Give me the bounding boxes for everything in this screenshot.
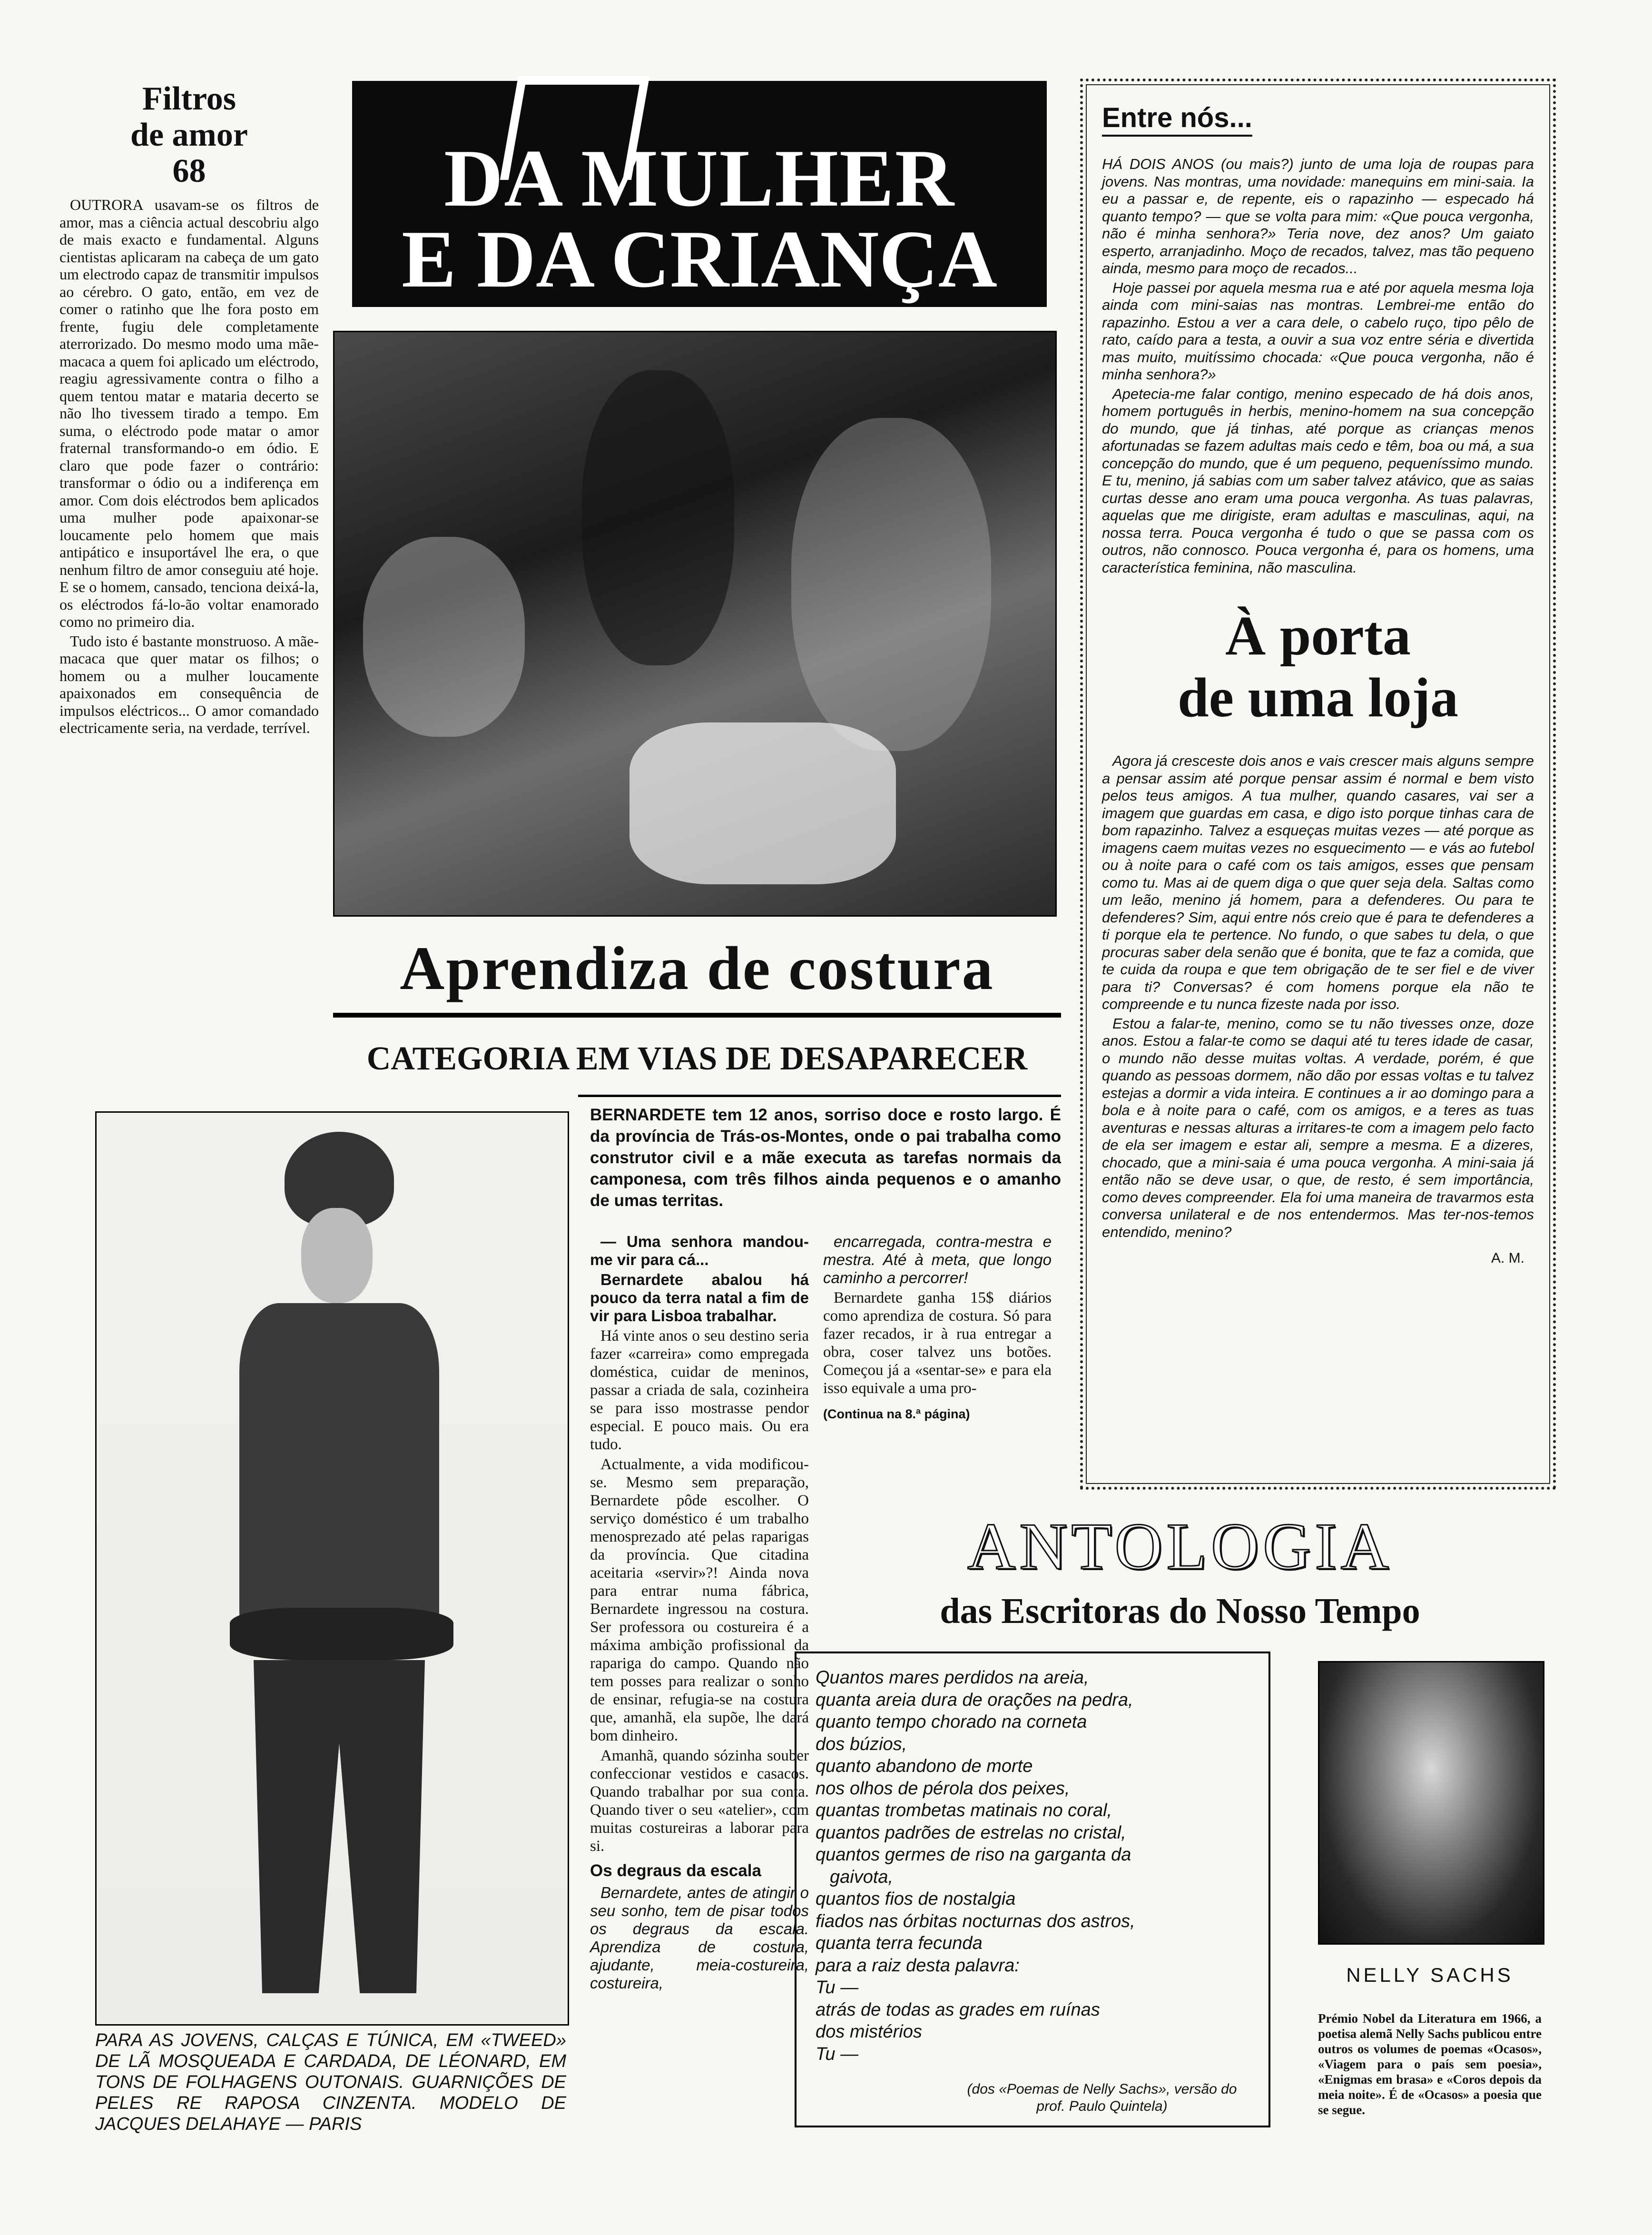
entre-nos-box [1080, 79, 1556, 1490]
paragraph: Apetecia-me falar contigo, menino especado de há dois anos, homem português in herbis, menino-homem na sua concepção do mundo, que já tinhas, até porque as crianças menos afortunadas se fazem adultas mais cedo e têm, boa ou má, a sua concepção do mundo, que é um pequeno, pequeníssimo mundo. E tu, menino, já sabias com um saber talvez atávico, que as saias curtas desse ano eram uma pouca vergonha. As tuas palavras, aquelas que me dirigiste, eram adultas e masculinas, aqui, na nossa terra. Pouca vergonha é tudo o que se passa com os outros, não connosco. Pouca vergonha é, para os homens, uma característica feminina, não masculina. [1102, 385, 1534, 576]
poem-line: dos búzios, [816, 1734, 907, 1754]
poem-line: nos olhos de pérola dos peixes, [816, 1778, 1070, 1799]
article-title [59, 81, 319, 189]
poem-line: dos mistérios [816, 2022, 922, 2042]
title-line: de amor [130, 117, 248, 153]
paragraph: Tudo isto é bastante monstruoso. A mãe-macaca que quer matar os filhos; o homem ou a mulher loucamente apaixonados em consequência de impulsos eléctricos... O amor comandado electricamente seria, na verdade, terrível. [59, 632, 319, 736]
poem [816, 1667, 1249, 2065]
poem-line: para a raiz desta palavra: [816, 1955, 1020, 1976]
entre-nos-headline [1102, 605, 1534, 729]
photo-fashion-model [95, 1111, 569, 2026]
headline-line: À porta [1225, 604, 1411, 667]
costura-column-2 [823, 1233, 1052, 1423]
paragraph: Agora já cresceste dois anos e vais crescer mais alguns sempre a pensar assim até porque pensar assim é normal e bem visto pelos teus amigos. A tua mulher, quando casares, vai ser a imagem que guardas em casa, e digo isto porque tinhas cara de bom rapazinho. Talvez a esqueças muitas vezes — até porque as imagens caem muitas vezes no esquecimento — e vás ao futebol ou à noite para o café com os tais amigos, esses que pensam como tu. Mas ai de quem diga o que quer seja dela. Saltas como um leão, menino já homem, para a defenderes. Ou para te defenderes? Sim, aqui entre nós creio que é para te defenderes a ti porque ela te pertence. No fundo, o que sabes tu dela, o que procuras saber dela senão que é bonita, que te faz a comida, que te cuida da roupa e que tem obrigação de te ser fiel e de viver para ti? Conversas? é com homens porque ela não te compreende e tu nunca fizeste nada por isso. [1102, 752, 1534, 1012]
photo-apprentices [333, 331, 1057, 917]
author-bio: Prémio Nobel da Literatura em 1966, a poetisa alemã Nelly Sachs publicou entre outros os volumes de poemas «Ocasos», «Viagem para o país sem poesia», «Enigmas em brasa» e «Coros depois da meia noite». É de «Ocasos» a poesia que se segue. [1318, 2011, 1542, 2117]
masthead-line1: DA MULHER [444, 133, 955, 224]
poem-line: quantos fios de nostalgia [816, 1889, 1016, 1909]
poem-line: atrás de todas as grades em ruínas [816, 1999, 1100, 2020]
paragraph: Bernardete abalou há pouco da terra natal a fim de vir para Lisboa trabalhar. [590, 1271, 809, 1325]
paragraph: Hoje passei por aquela mesma rua e até por aquela mesma loja ainda com mini-saias nas montras. Lembrei-me então do rapazinho. Estou a ver a cara dele, o cabelo ruço, tipo pêlo de rato, caído para a testa, a ouvir a sua voz entre séria e divertida mas muito, muitíssimo chocada: «Que pouca vergonha, não é minha senhora?» [1102, 279, 1534, 383]
costura-lead: BERNARDETE tem 12 anos, sorriso doce e rosto largo. É da província de Trás-os-Montes, onde o pai trabalha como construtor civil e a mãe executa as tarefas normais da camponesa, com três filhos ainda pequenos e o amanho de umas territas. [590, 1106, 1061, 1210]
author-name: NELLY SACHS [1346, 1964, 1514, 1986]
paragraph: Amanhã, quando sózinha souber confeccionar vestidos e casacos. Quando trabalhar por sua conta. Quando tiver o seu «atelier», com muitas costureiras a laborar para si. [590, 1747, 809, 1855]
costura-headline: Aprendiza de costura [400, 934, 994, 1003]
fashion-caption: PARA AS JOVENS, CALÇAS E TÚNICA, EM «TWEED» DE LÃ MOSQUEADA E CARDADA, DE LÉONARD, EM TONS DE FOLHAGENS OUTONAIS. GUARNIÇÕES DE PELES RE RAPOSA CINZENTA. MODELO DE JACQUES DELAHAYE — PARIS [95, 2030, 566, 2134]
poem-line: fiados nas órbitas nocturnas dos astros, [816, 1911, 1135, 1931]
model-face [301, 1208, 373, 1303]
poem-line: quantos padrões de estrelas no cristal, [816, 1822, 1126, 1843]
entre-nos-title: Entre nós... [1102, 101, 1252, 137]
subhead-rule [578, 1095, 1061, 1097]
signature: A. M. [1491, 1250, 1524, 1266]
headline-line: de uma loja [1178, 666, 1458, 729]
antologia-subtitle: das Escritoras do Nosso Tempo [940, 1591, 1420, 1631]
photo-nelly-sachs [1318, 1661, 1544, 1945]
poem-line: Quantos mares perdidos na areia, [816, 1668, 1089, 1688]
poem-line: gaivota, [830, 1867, 894, 1887]
degraus-subtitle: Os degraus da escala [590, 1861, 761, 1880]
poem-line: quanta areia dura de orações na pedra, [816, 1690, 1133, 1710]
paragraph: OUTRORA usavam-se os filtros de amor, mas a ciência actual descobriu algo de mais exacto e fundamental. Alguns cientistas aplicaram na cabeça de um gato um electrodo capaz de transmitir impulsos ao cérebro. O gato, então, em vez de comer o ratinho que lhe fora posto em frente, fugiu dele completamente aterrorizado. Do mesmo modo uma mãe-macaca a quem foi aplicado um eléctrodo, reagiu agressivamente contra o filho a quem tentou matar e mataria decerto se não lho tivessem tirado a tempo. Em suma, o eléctrodo pode matar o amor fraternal transformando-o em ódio. E claro que pode fazer o contrário: transformar o ódio ou a indiferença em amor. Com dois eléctrodos bem aplicados uma mulher pode apaixonar-se loucamente pelo homem que mais antipático e insuportável lhe era, o que nenhum filtro de amor conseguiu até hoje. E se o homem, cansado, tenciona deixá-la, os eléctrodos fá-lo-ão voltar enamorado como no primeiro dia. [59, 196, 319, 630]
entre-nos-body [1102, 156, 1534, 576]
article-body [59, 196, 319, 737]
poem-line: Tu — [816, 1978, 859, 1998]
poem-line: quantos germes de riso na garganta da [816, 1845, 1131, 1865]
costura-subhead: CATEGORIA EM VIAS DE DESAPARECER [366, 1040, 1028, 1077]
poem-line: Tu — [816, 2044, 859, 2064]
poem-line: quanto abandono de morte [816, 1756, 1033, 1776]
photo-figure [363, 537, 525, 737]
paragraph: Bernardete, antes de atingir o seu sonho, tem de pisar todos os degraus da escala. Aprendiza de costura, ajudante, meia-costureira, costureira, [590, 1884, 809, 1992]
costura-column-1 [590, 1233, 809, 1994]
poem-line: quanto tempo chorado na corneta [816, 1712, 1087, 1732]
headline-rule [333, 1013, 1061, 1018]
section-masthead [352, 81, 1047, 307]
antologia-title: ANTOLOGIA [967, 1510, 1393, 1583]
paragraph: Há vinte anos o seu destino seria fazer «carreira» como empregada doméstica, cuidar de meninos, passar a criada de sala, cozinheira se para isso mostrasse pendor especial. E pouco mais. Ou era tudo. [590, 1327, 809, 1453]
poem-line: quantas trombetas matinais no coral, [816, 1800, 1112, 1820]
paragraph: Estou a falar-te, menino, como se tu não tivesses onze, doze anos. Estou a falar-te como se daqui até tu teres idade de casar, o mundo não desse muitas voltas. A verdade, porém, é que quando as pessoas dormem, não dão por essas voltas e tu talvez estejas a dormir a vida inteira. E continues a ir ao domingo para a bola e à noite para o café, com os amigos, e a teres as tuas aventuras e nessas alturas a irritares-te com a imagem pelo facto de ela ser imagem e estar ali, sempre a mesma. E a dizeres, chocado, que a mini-saia é uma pouca vergonha. A mini-saia já então não se deve usar, o que, de resto, é sem importância, como deves compreender. Ela foi uma maneira de travarmos esta conversa unilateral e de nos entendermos. Mas ter-nos-temos entendido, menino? [1102, 1015, 1534, 1240]
model-tunic [239, 1303, 439, 1646]
photo-figure [582, 370, 734, 665]
poem-line: quanta terra fecunda [816, 1933, 983, 1953]
entre-nos-body-2 [1102, 752, 1534, 1241]
paragraph: encarregada, contra-mestra e mestra. Até à meta, que longo caminho a percorrer! [823, 1233, 1052, 1286]
poem-source: (dos «Poemas de Nelly Sachs», versão do prof. Paulo Quintela) [967, 2081, 1237, 2114]
photo-fabric [629, 722, 896, 884]
masthead-line2: E DA CRIANÇA [402, 214, 997, 305]
paragraph: HÁ DOIS ANOS (ou mais?) junto de uma loja de roupas para jovens. Nas montras, uma novidade: manequins em mini-saia. Ia eu a passar e, de repente, eis o rapazinho — especado há quanto tempo? — que se volta para mim: «Que pouca vergonha, não é minha senhora?» Teria nove, dez anos? Um gaiato esperto, arranjadinho. Moço de recados, talvez, mas tão pequeno ainda, mesmo para moço de recados... [1102, 156, 1534, 277]
paragraph: — Uma senhora mandou-me vir para cá... [590, 1233, 809, 1268]
photo-figure [791, 418, 991, 751]
continued-note: (Continua na 8.ª página) [823, 1407, 970, 1421]
poem-box [795, 1652, 1270, 2127]
title-line: Filtros [142, 80, 236, 117]
paragraph: Actualmente, a vida modificou-se. Mesmo sem preparação, Bernardete pôde escolher. O serviço doméstico é um trabalho menosprezado até pelas raparigas da província. Que citadina aceitaria «servir»?! Ainda nova para entrar numa fábrica, Bernardete ingressou na costura. Ser professora ou costureira é a máxima ambição profissional da rapariga do campo. Quando não tem posses para realizar o sonho de ensinar, refugia-se na costura que, amanhã, ela supõe, lhe dará bom dinheiro. [590, 1456, 809, 1744]
left-column-article [59, 81, 319, 739]
model-trousers [254, 1660, 425, 1993]
paragraph: Bernardete ganha 15$ diários como aprendiza de costura. Só para fazer recados, ir à rua entregar a obra, coser talvez uns botões. Começou já a «sentar-se» e para ela isso equivale a uma pro- [823, 1289, 1052, 1397]
model-fur-trim [230, 1608, 453, 1660]
title-line: 68 [172, 153, 206, 189]
